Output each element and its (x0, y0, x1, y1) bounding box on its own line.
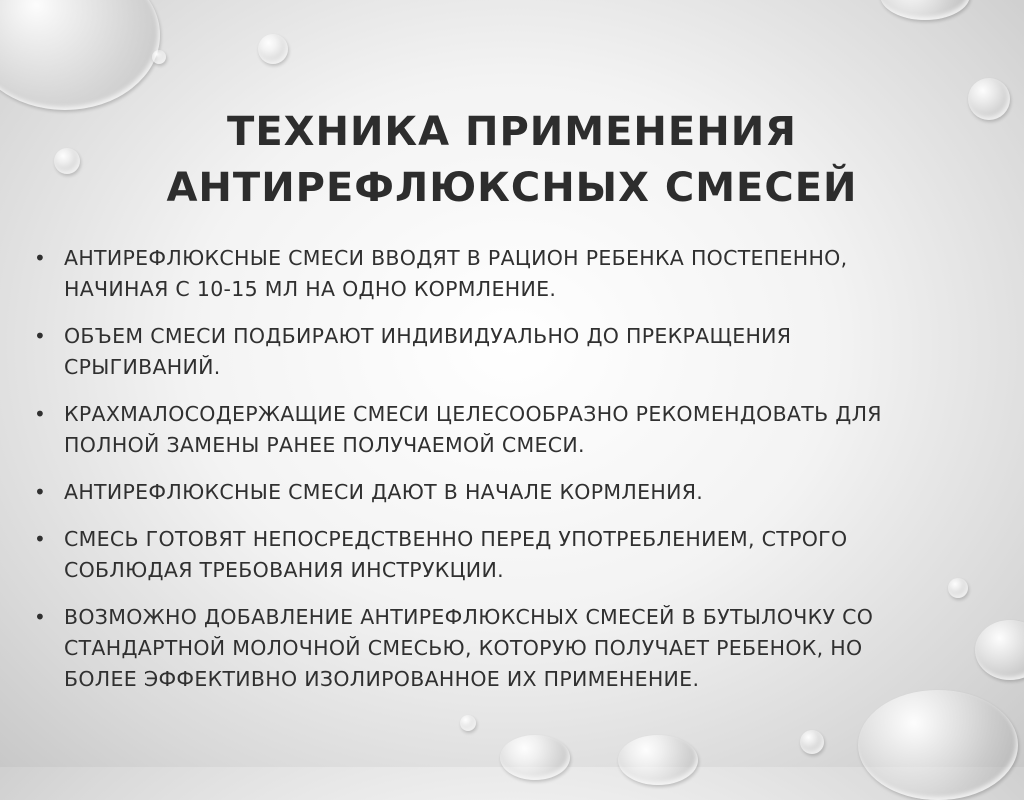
bullet-item (34, 243, 914, 305)
water-drop (500, 735, 570, 780)
water-drop (800, 730, 824, 754)
bullet-marker: • (34, 480, 47, 504)
water-drop (0, 0, 160, 110)
bullet-item (34, 602, 914, 695)
water-drop (460, 715, 476, 731)
water-drop (152, 50, 166, 64)
title-line-1: ТЕХНИКА ПРИМЕНЕНИЯ (227, 109, 797, 155)
water-drop (258, 34, 288, 64)
bullet-marker: • (34, 246, 47, 270)
bullet-text: АНТИРЕФЛЮКСНЫЕ СМЕСИ ВВОДЯТ В РАЦИОН РЕБЕНКА ПОСТЕПЕННО, НАЧИНАЯ С 10-15 МЛ НА ОДНО КОРМЛЕНИЕ. (64, 246, 848, 301)
bullet-marker: • (34, 527, 47, 551)
bullet-item (34, 399, 914, 461)
water-drop (618, 735, 698, 785)
bullet-item (34, 524, 914, 586)
bullet-text: СМЕСЬ ГОТОВЯТ НЕПОСРЕДСТВЕННО ПЕРЕД УПОТРЕБЛЕНИЕМ, СТРОГО СОБЛЮДАЯ ТРЕБОВАНИЯ ИНСТРУКЦИИ. (64, 527, 848, 582)
bullet-text: ОБЪЕМ СМЕСИ ПОДБИРАЮТ ИНДИВИДУАЛЬНО ДО ПРЕКРАЩЕНИЯ СРЫГИВАНИЙ. (64, 324, 792, 379)
bullet-item (34, 477, 914, 508)
bullet-text: КРАХМАЛОСОДЕРЖАЩИЕ СМЕСИ ЦЕЛЕСООБРАЗНО РЕКОМЕНДОВАТЬ ДЛЯ ПОЛНОЙ ЗАМЕНЫ РАНЕЕ ПОЛУЧАЕМОЙ СМЕСИ. (64, 402, 882, 457)
water-drop (948, 578, 968, 598)
bullet-marker: • (34, 324, 47, 348)
water-drop (880, 0, 970, 20)
title-line-2: АНТИРЕФЛЮКСНЫХ СМЕСЕЙ (166, 165, 858, 211)
bullet-text: ВОЗМОЖНО ДОБАВЛЕНИЕ АНТИРЕФЛЮКСНЫХ СМЕСЕЙ В БУТЫЛОЧКУ СО СТАНДАРТНОЙ МОЛОЧНОЙ СМЕСЬЮ, КОТОРУЮ ПОЛУЧАЕТ РЕБЕНОК, НО БОЛЕЕ ЭФФЕКТИВНО ИЗОЛИРОВАННОЕ ИХ ПРИМЕНЕНИЕ. (64, 605, 874, 691)
bullet-item (34, 321, 914, 383)
water-drop (975, 620, 1024, 680)
bullet-text: АНТИРЕФЛЮКСНЫЕ СМЕСИ ДАЮТ В НАЧАЛЕ КОРМЛЕНИЯ. (64, 480, 704, 504)
bullet-list (34, 243, 914, 711)
bullet-marker: • (34, 605, 47, 629)
slide-title (0, 104, 1024, 216)
bullet-marker: • (34, 402, 47, 426)
